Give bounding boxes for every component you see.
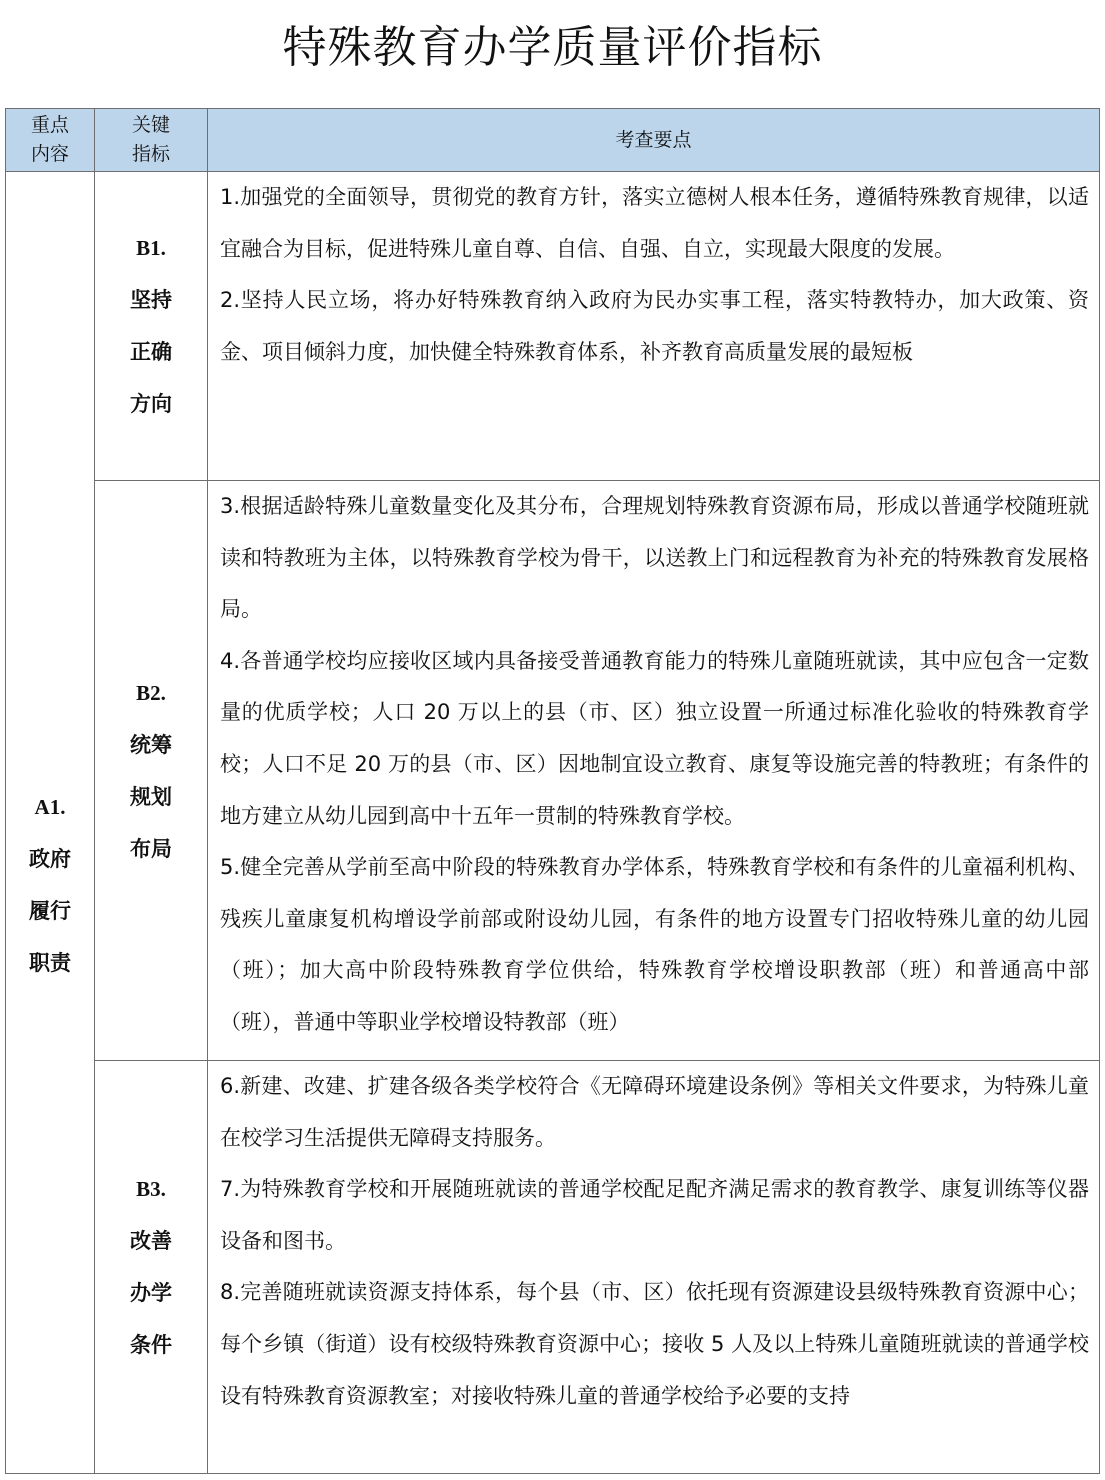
header-key-indicator-line1: 关键 xyxy=(131,114,170,136)
b3-cell xyxy=(95,1061,208,1474)
page-title: 特殊教育办学质量评价指标 xyxy=(282,22,823,73)
table-header-row xyxy=(6,109,1100,172)
table-row-b1 xyxy=(6,172,1100,481)
a1-word-3: 职责 xyxy=(29,951,71,975)
b3-code: B3. xyxy=(136,1177,166,1201)
b1-code: B1. xyxy=(136,236,166,260)
table-row-b3 xyxy=(6,1061,1100,1474)
point-1: 1.加强党的全面领导，贯彻党的教育方针，落实立德树人根本任务，遵循特殊教育规律，以适宜融合为目标，促进特殊儿童自尊、自信、自强、自立，实现最大限度的发展。 xyxy=(220,185,1089,261)
b2-code: B2. xyxy=(136,680,166,705)
point-8: 8.完善随班就读资源支持体系，每个县（市、区）依托现有资源建设县级特殊教育资源中心；每个乡镇（街道）设有校级特殊教育资源中心；接收 5 人及以上特殊儿童随班就读的普通学校设有特殊教育资源教室；对接收特殊儿童的普通学校给予必要的支持 xyxy=(220,1280,1089,1408)
header-key-indicator-line2: 指标 xyxy=(131,143,170,165)
b2-cell xyxy=(95,481,208,1061)
b1-word-2: 正确 xyxy=(130,340,172,364)
point-7: 7.为特殊教育学校和开展随班就读的普通学校配足配齐满足需求的教育教学、康复训练等仪器设备和图书。 xyxy=(220,1177,1089,1253)
point-5: 5.健全完善从学前至高中阶段的特殊教育办学体系，特殊教育学校和有条件的儿童福利机构、残疾儿童康复机构增设学前部或附设幼儿园，有条件的地方设置专门招收特殊儿童的幼儿园（班）；加大高中阶段特殊教育学位供给，特殊教育学校增设职教部（班）和普通高中部（班），普通中等职业学校增设特教部（班） xyxy=(220,855,1089,1034)
header-key-indicator xyxy=(95,109,208,172)
b2-points xyxy=(208,481,1100,1061)
header-key-content xyxy=(6,109,95,172)
b2-word-3: 布局 xyxy=(130,836,172,861)
point-4: 4.各普通学校均应接收区域内具备接受普通教育能力的特殊儿童随班就读，其中应包含一定数量的优质学校；人口 20 万以上的县（市、区）独立设置一所通过标准化验收的特殊教育学校；人口不足 20 万的县（市、区）因地制宜设立教育、康复等设施完善的特教班；有条件的地方建立从幼儿园到高中十五年一贯制的特殊教育学校。 xyxy=(220,648,1089,828)
b1-word-3: 方向 xyxy=(130,392,172,416)
a1-word-2: 履行 xyxy=(29,899,71,923)
table-row-b2 xyxy=(6,481,1100,1061)
a1-code: A1. xyxy=(34,795,66,819)
header-key-content-line2: 内容 xyxy=(30,143,69,165)
b3-word-3: 条件 xyxy=(130,1333,172,1357)
evaluation-table xyxy=(5,108,1100,1474)
point-6: 6.新建、改建、扩建各级各类学校符合《无障碍环境建设条例》等相关文件要求，为特殊儿童在校学习生活提供无障碍支持服务。 xyxy=(220,1074,1089,1150)
header-key-content-line1: 重点 xyxy=(30,114,69,136)
b3-word-1: 改善 xyxy=(130,1229,172,1253)
b1-cell xyxy=(95,172,208,481)
b1-word-1: 坚持 xyxy=(130,288,172,312)
point-2: 2.坚持人民立场，将办好特殊教育纳入政府为民办实事工程，落实特教特办，加大政策、资金、项目倾斜力度，加快健全特殊教育体系，补齐教育高质量发展的最短板 xyxy=(220,288,1089,364)
a1-word-1: 政府 xyxy=(29,847,71,871)
header-check-points: 考查要点 xyxy=(208,109,1100,172)
b2-word-2: 规划 xyxy=(130,784,172,809)
b1-points xyxy=(208,172,1100,481)
a1-cell xyxy=(6,172,95,1474)
b2-word-1: 统筹 xyxy=(130,732,172,757)
b3-word-2: 办学 xyxy=(130,1281,172,1305)
b3-points xyxy=(208,1061,1100,1474)
point-3: 3.根据适龄特殊儿童数量变化及其分布，合理规划特殊教育资源布局，形成以普通学校随班就读和特教班为主体，以特殊教育学校为骨干，以送教上门和远程教育为补充的特殊教育发展格局。 xyxy=(220,494,1089,622)
